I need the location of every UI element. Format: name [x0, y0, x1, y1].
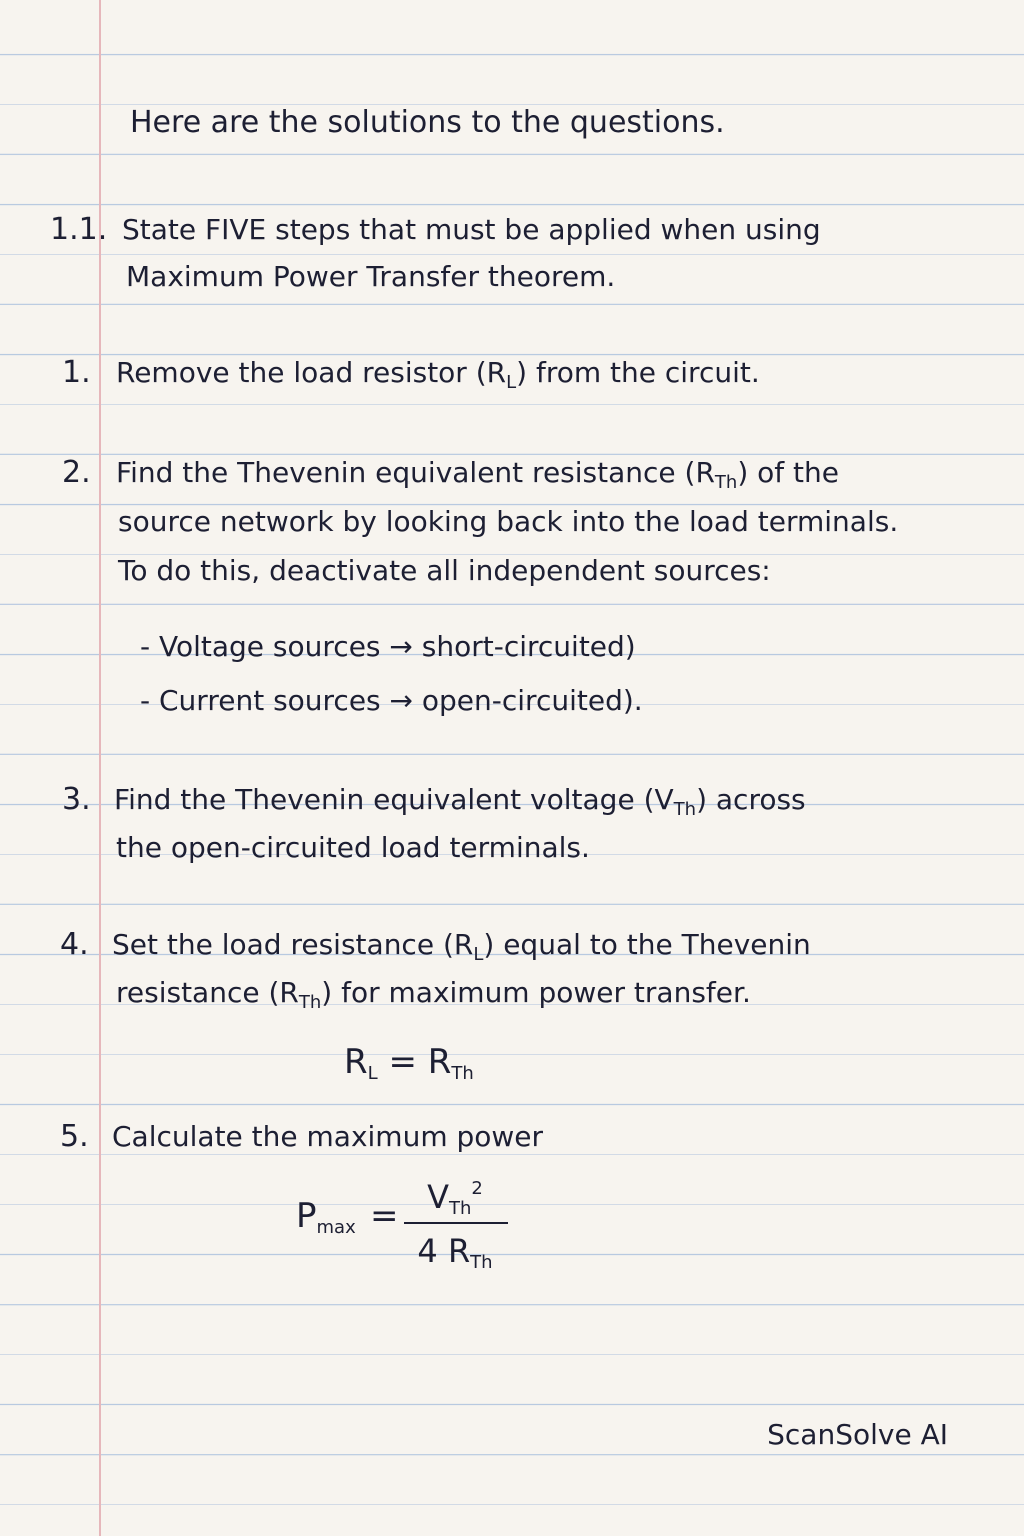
step-4-line-1-b: ) equal to the Thevenin — [483, 928, 811, 961]
step-3-line-1-b: ) across — [696, 783, 806, 816]
step-4-line-2-a: resistance (R — [116, 976, 299, 1009]
question-number: 1.1. — [50, 212, 108, 247]
pmax-equals: = — [370, 1196, 399, 1236]
step-2-line-1-b: ) of the — [737, 456, 839, 489]
step-4-line-2-b: ) for maximum power transfer. — [321, 976, 751, 1009]
numerator-sub: Th — [449, 1198, 472, 1219]
formula-rl: R — [344, 1042, 368, 1082]
step-2-bullet-2: - Current sources → open-circuited). — [140, 684, 643, 717]
formula-rth-sub: Th — [451, 1063, 474, 1084]
step-1-text-a: Remove the load resistor (R — [116, 356, 507, 389]
step-1-text — [116, 348, 760, 408]
step-2-line-3: To do this, deactivate all independent sources: — [118, 554, 771, 587]
step-5-line-1: Calculate the maximum power — [112, 1120, 544, 1153]
fraction-bar — [404, 1222, 508, 1224]
footer-brand: ScanSolve AI — [767, 1418, 948, 1451]
formula-equals-r: = R — [377, 1042, 452, 1082]
rl-equals-rth-formula — [344, 1042, 474, 1084]
denominator-sub: Th — [470, 1252, 493, 1273]
formula-rl-sub: L — [367, 1063, 378, 1084]
pmax-sub: max — [316, 1217, 356, 1238]
denominator-4r: 4 R — [417, 1232, 471, 1270]
step-2-line-1-a: Find the Thevenin equivalent resistance (R — [116, 456, 715, 489]
step-1-text-b: ) from the circuit. — [516, 356, 760, 389]
step-2-line-1-sub: Th — [714, 472, 738, 493]
step-3-line-2: the open-circuited load terminals. — [116, 831, 590, 864]
step-1-sub: L — [506, 372, 517, 393]
step-5-number: 5. — [60, 1119, 89, 1154]
step-4-number: 4. — [60, 927, 89, 962]
step-3-number: 3. — [62, 782, 91, 817]
pmax-denominator — [400, 1232, 510, 1273]
question-line-1: State FIVE steps that must be applied when using — [122, 213, 821, 246]
step-3-line-1-a: Find the Thevenin equivalent voltage (V — [114, 783, 674, 816]
step-2-number: 2. — [62, 455, 91, 490]
step-4-line-2 — [116, 968, 751, 1028]
question-line-2: Maximum Power Transfer theorem. — [126, 260, 616, 293]
pmax-label — [296, 1196, 356, 1238]
step-4-line-2-sub: Th — [298, 992, 322, 1013]
step-2-line-2: source network by looking back into the load terminals. — [118, 505, 899, 538]
step-1-number: 1. — [62, 355, 91, 390]
numerator-v: V — [427, 1178, 450, 1216]
pmax-p: P — [296, 1196, 317, 1236]
step-4-line-1-a: Set the load resistance (R — [112, 928, 474, 961]
step-4-line-1-sub: L — [473, 944, 484, 965]
step-3-line-1-sub: Th — [673, 799, 697, 820]
step-2-bullet-1: - Voltage sources → short-circuited) — [140, 630, 636, 663]
intro-text: Here are the solutions to the questions. — [130, 105, 725, 140]
numerator-sup: 2 — [471, 1178, 483, 1199]
pmax-numerator — [400, 1178, 510, 1219]
